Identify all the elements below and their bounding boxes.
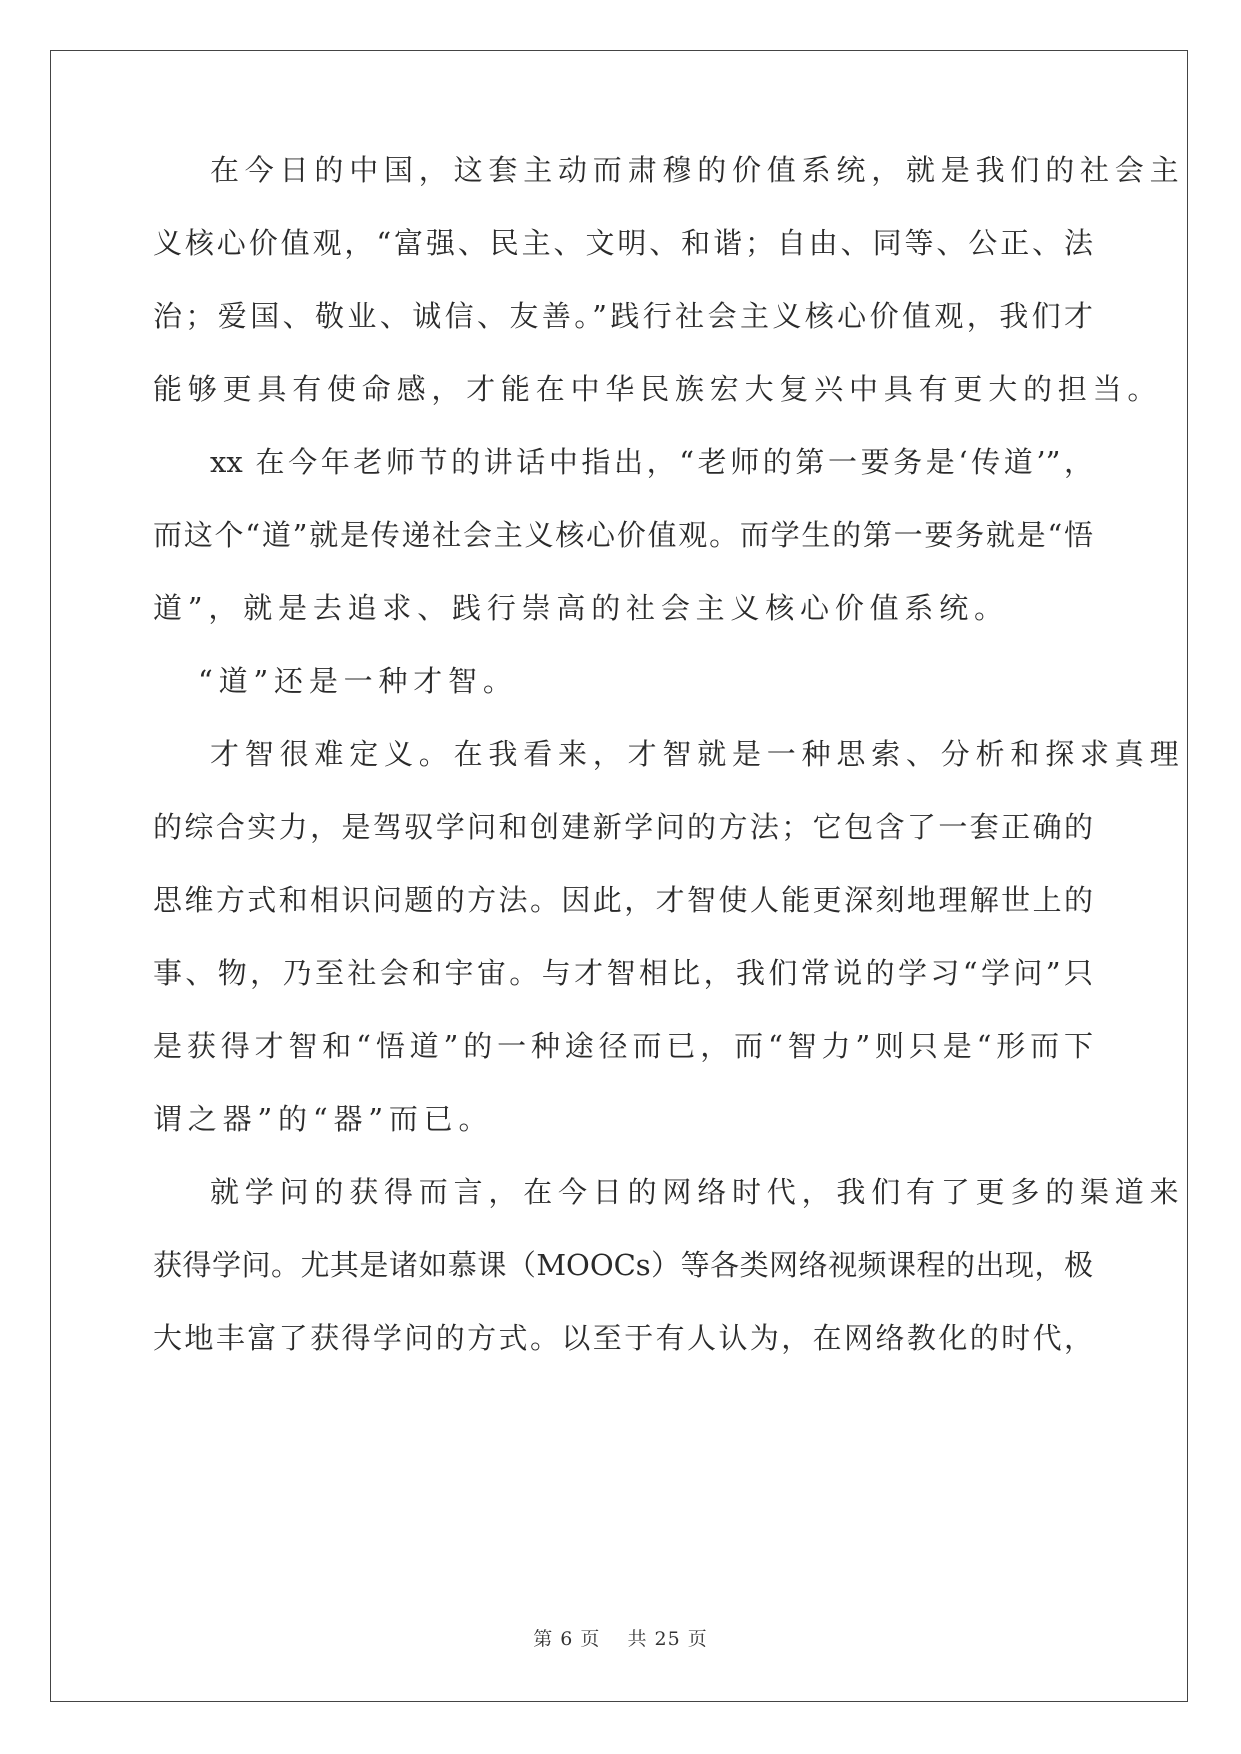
- paragraph-4-line-6: 谓之器”的“器”而已。: [153, 1102, 494, 1136]
- paragraph-2-line-1: xx 在今年老师节的讲话中指出，“老师的第一要务是‘传道’”，: [210, 445, 1093, 479]
- paragraph-4-line-1: 才智很难定义。在我看来，才智就是一种思索、分析和探求真理: [210, 737, 1185, 771]
- paragraph-5-line-2: 获得学问。尤其是诸如慕课（MOOCs）等各类网络视频课程的出现，极: [153, 1248, 1093, 1282]
- page-number-footer: 第 6 页 共 25 页: [533, 1628, 708, 1650]
- paragraph-1-line-4: 能够更具有使命感，才能在中华民族宏大复兴中具有更大的担当。: [153, 372, 1163, 406]
- paragraph-4-line-4: 事、物，乃至社会和宇宙。与才智相比，我们常说的学习“学问”只: [153, 956, 1093, 990]
- paragraph-1-line-2: 义核心价值观，“富强、民主、文明、和谐；自由、同等、公正、法: [153, 226, 1093, 260]
- paragraph-5-line-3: 大地丰富了获得学问的方式。以至于有人认为，在网络教化的时代，: [153, 1321, 1093, 1355]
- paragraph-4-line-3: 思维方式和相识问题的方法。因此，才智使人能更深刻地理解世上的: [153, 883, 1093, 917]
- paragraph-2-line-2: 而这个“道”就是传递社会主义核心价值观。而学生的第一要务就是“悟: [153, 518, 1093, 552]
- paragraph-1-line-3: 治；爱国、敬业、诚信、友善。”践行社会主义核心价值观，我们才: [153, 299, 1093, 333]
- paragraph-3-line-1: “道”还是一种才智。: [198, 664, 518, 698]
- paragraph-1-line-1: 在今日的中国，这套主动而肃穆的价值系统，就是我们的社会主: [210, 153, 1185, 187]
- paragraph-4-line-5: 是获得才智和“悟道”的一种途径而已，而“智力”则只是“形而下: [153, 1029, 1093, 1063]
- paragraph-2-line-3: 道”，就是去追求、践行崇高的社会主义核心价值系统。: [153, 591, 1009, 625]
- paragraph-4-line-2: 的综合实力，是驾驭学问和创建新学问的方法；它包含了一套正确的: [153, 810, 1093, 844]
- paragraph-5-line-1: 就学问的获得而言，在今日的网络时代，我们有了更多的渠道来: [210, 1175, 1185, 1209]
